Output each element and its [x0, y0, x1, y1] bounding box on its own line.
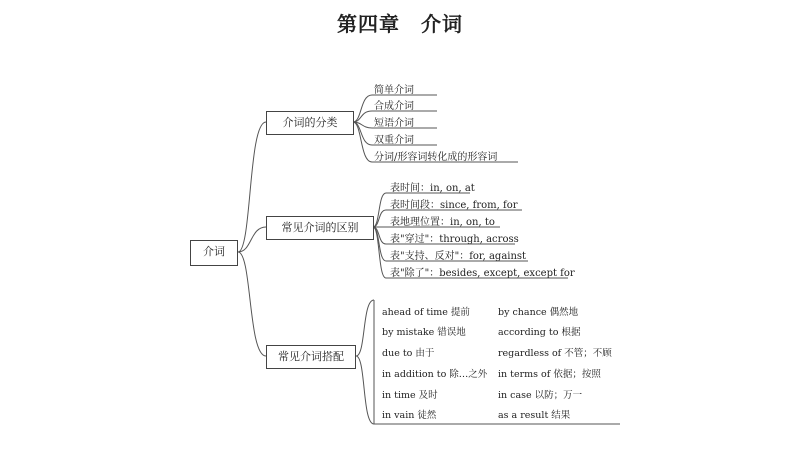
phrase-right: as a result 结果	[498, 410, 571, 421]
leaf-item: 短语介词	[374, 118, 414, 129]
phrase-left: due to 由于	[382, 348, 435, 359]
leaf-item: 简单介词	[374, 85, 414, 96]
branch-node-differences: 常见介词的区别	[266, 216, 374, 240]
phrase-left: in time 及时	[382, 390, 438, 401]
leaf-item: 表时间：in, on, at	[390, 183, 475, 194]
page-title: 第四章 介词	[337, 12, 463, 36]
leaf-item: 分词/形容词转化成的形容词	[374, 152, 498, 163]
phrase-right: by chance 偶然地	[498, 307, 579, 318]
phrase-left: in addition to 除…之外	[382, 369, 488, 380]
leaf-item: 表"支持、反对"：for, against	[390, 251, 527, 262]
leaf-item: 双重介词	[374, 135, 414, 146]
leaf-item: 合成介词	[374, 101, 414, 112]
leaf-item: 表"除了"：besides, except, except for	[390, 268, 575, 279]
branch-node-collocations: 常见介词搭配	[266, 345, 356, 369]
root-node: 介词	[190, 240, 238, 266]
phrase-right: according to 根据	[498, 327, 581, 338]
phrase-left: by mistake 错误地	[382, 327, 466, 338]
phrase-right: regardless of 不管；不顾	[498, 348, 612, 359]
branch-node-classification: 介词的分类	[266, 111, 354, 135]
phrase-left: in vain 徒然	[382, 410, 437, 421]
leaf-item: 表"穿过"：through, across	[390, 234, 519, 245]
phrase-left: ahead of time 提前	[382, 307, 470, 318]
leaf-item: 表时间段：since, from, for	[390, 200, 518, 211]
phrase-right: in terms of 依据；按照	[498, 369, 601, 380]
phrase-right: in case 以防；万一	[498, 390, 583, 401]
leaf-item: 表地理位置：in, on, to	[390, 217, 495, 228]
